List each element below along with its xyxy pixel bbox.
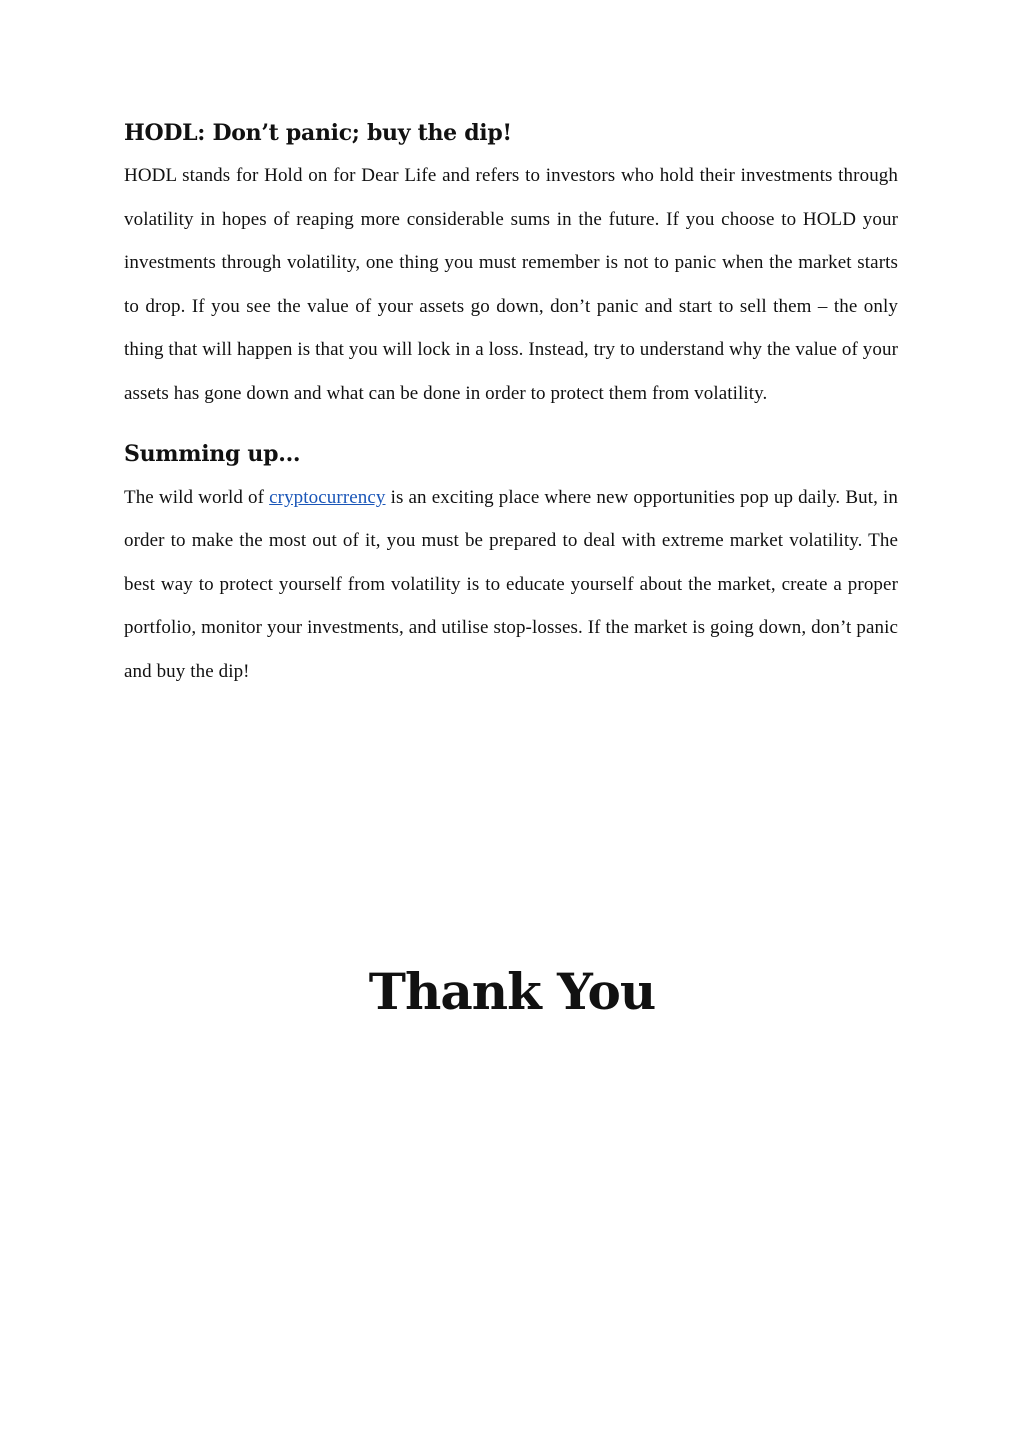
section-heading-summing-up: Summing up... xyxy=(124,441,301,468)
cryptocurrency-link[interactable]: cryptocurrency xyxy=(269,486,386,508)
section-heading-hodl: HODL: Don’t panic; buy the dip! xyxy=(124,120,512,146)
paragraph-summing-up xyxy=(124,476,898,694)
section-summing-up xyxy=(124,441,898,693)
document-body xyxy=(124,120,898,693)
thank-you-title: Thank You xyxy=(368,962,656,1021)
paragraph-hodl: HODL stands for Hold on for Dear Life and refers to investors who hold their investments through volatility in hopes of reaping more considerable sums in the future. If you choose to HOLD your investments through volatility, one thing you must remember is not to panic when the market starts to drop. If you see the value of your assets go down, don’t panic and start to sell them – the only thing that will happen is that you will lock in a loss. Instead, try to understand why the value of your assets has gone down and what can be done in order to protect them from volatility. xyxy=(124,165,898,404)
paragraph-summing-up-rest: is an exciting place where new opportunities pop up daily. But, in order to make the most out of it, you must be prepared to deal with extreme market volatility. The best way to protect yourself from volatility is to educate yourself about the market, create a proper portfolio, monitor your investments, and utilise stop-losses. If the market is going down, don’t panic and buy the dip! xyxy=(124,486,898,682)
section-hodl xyxy=(124,120,898,415)
paragraph-summing-up-lead: The wild world of xyxy=(124,486,270,508)
